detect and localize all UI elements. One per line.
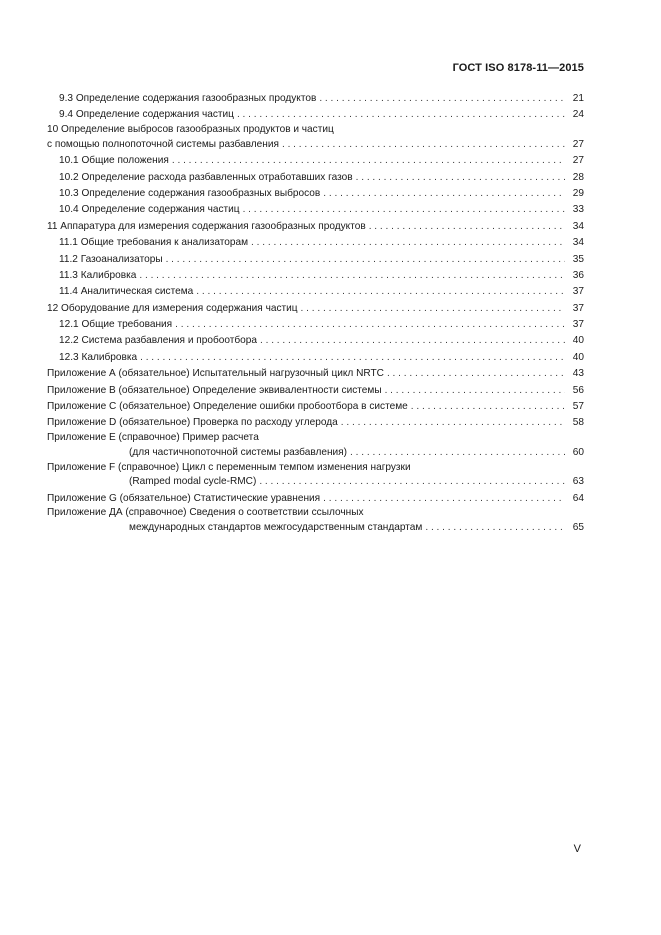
leader-dots [369,219,565,235]
toc-page-number: 43 [572,368,584,380]
leader-dots [319,91,565,107]
toc-entry-10-4[interactable] [47,202,584,218]
toc-entry-10-1[interactable] [47,153,584,169]
table-of-contents [47,91,584,536]
toc-page-number: 37 [572,286,584,298]
leader-dots [166,252,565,268]
toc-page-number: 24 [572,109,584,121]
toc-entry-9-3[interactable] [47,91,584,107]
leader-dots [196,284,565,300]
leader-dots [260,333,565,349]
leader-dots [356,170,565,186]
toc-entry-appendix-c[interactable] [47,399,584,415]
toc-entry-title: Приложение С (обязательное) Определение ошибки пробоотбора в системе [47,401,408,413]
toc-page-number: 58 [572,417,584,429]
toc-entry-title: Приложение Е (справочное) Пример расчета [47,432,259,444]
toc-entry-title: 10.1 Общие положения [59,155,169,167]
leader-dots [385,383,565,399]
toc-page-number: 37 [572,319,584,331]
leader-dots [301,301,565,317]
toc-page-number: 28 [572,171,584,183]
leader-dots [139,268,565,284]
toc-entry-title: 12.1 Общие требования [59,319,173,331]
page-number: V [573,843,581,855]
leader-dots [172,153,565,169]
toc-entry-appendix-f[interactable] [47,462,584,491]
toc-page-number: 56 [572,384,584,396]
toc-page-number: 60 [572,446,584,458]
toc-entry-appendix-b[interactable] [47,383,584,399]
toc-entry-title: 10.3 Определение содержания газообразных выбросов [59,187,321,199]
toc-entry-title: 11.4 Аналитическая система [59,286,194,298]
toc-entry-11-3[interactable] [47,268,584,284]
toc-entry-title: 12.2 Система разбавления и пробоотбора [59,335,257,347]
toc-entry-11-2[interactable] [47,252,584,268]
toc-page-number: 27 [572,155,584,167]
toc-entry-appendix-d[interactable] [47,415,584,431]
toc-page-number: 27 [572,138,584,150]
toc-page-number: 35 [572,253,584,265]
toc-entry-12-2[interactable] [47,333,584,349]
toc-entry-title: 11.3 Калибровка [59,269,137,281]
leader-dots [175,317,565,333]
toc-entry-appendix-a[interactable] [47,366,584,382]
toc-entry-title: Приложение D (обязательное) Проверка по расходу углерода [47,417,338,429]
toc-entry-appendix-e[interactable] [47,432,584,461]
leader-dots [411,399,565,415]
toc-entry-title-continued: с помощью полнопоточной системы разбавления [47,138,279,150]
toc-entry-title: 10.4 Определение содержания частиц [59,204,240,216]
toc-entry-12[interactable] [47,301,584,317]
toc-entry-title: 9.3 Определение содержания газообразных продуктов [59,93,317,104]
leader-dots [251,235,565,251]
toc-entry-9-4[interactable] [47,107,584,123]
leader-dots [425,520,565,536]
toc-page-number: 40 [572,351,584,363]
toc-entry-title-continued: (для частичнопоточной системы разбавления) [129,446,348,458]
document-header: ГОСТ ISO 8178-11—2015 [452,62,584,74]
leader-dots [282,137,565,153]
toc-entry-title: 12 Оборудование для измерения содержания частиц [47,302,298,314]
leader-dots [237,107,565,123]
toc-entry-title: 9.4 Определение содержания частиц [59,109,234,121]
leader-dots [323,491,565,507]
toc-page-number: 34 [572,220,584,232]
toc-page-number: 40 [572,335,584,347]
toc-entry-title: Приложение А (обязательное) Испытательный нагрузочный цикл NRTC [47,368,384,380]
leader-dots [259,474,565,490]
toc-entry-10-3[interactable] [47,186,584,202]
toc-entry-12-1[interactable] [47,317,584,333]
toc-entry-12-3[interactable] [47,350,584,366]
toc-page-number: 33 [572,204,584,216]
toc-page-number: 21 [572,93,584,104]
toc-entry-title-continued: международных стандартов межгосударственным стандартам [129,521,423,533]
toc-entry-title: 10.2 Определение расхода разбавленных отработавших газов [59,171,353,183]
toc-entry-appendix-da[interactable] [47,507,584,536]
leader-dots [140,350,565,366]
leader-dots [341,415,565,431]
toc-entry-title: 11.2 Газоанализаторы [59,253,163,265]
toc-page-number: 29 [572,187,584,199]
toc-page-number: 57 [572,401,584,413]
toc-entry-title: 11 Аппаратура для измерения содержания газообразных продуктов [47,220,366,232]
toc-entry-11-4[interactable] [47,284,584,300]
toc-entry-title: Приложение ДА (справочное) Сведения о соответствии ссылочных [47,507,364,519]
toc-page-number: 37 [572,302,584,314]
toc-entry-10[interactable] [47,124,584,153]
leader-dots [323,186,565,202]
toc-page-number: 36 [572,269,584,281]
leader-dots [350,445,565,461]
toc-entry-11[interactable] [47,219,584,235]
toc-entry-title: 12.3 Калибровка [59,351,138,363]
leader-dots [387,366,565,382]
toc-page-number: 63 [572,476,584,488]
toc-entry-11-1[interactable] [47,235,584,251]
leader-dots [243,202,565,218]
toc-entry-appendix-g[interactable] [47,491,584,507]
toc-entry-title: Приложение G (обязательное) Статистические уравнения [47,492,321,504]
toc-page-number: 34 [572,237,584,249]
toc-entry-title-continued: (Ramped modal cycle-RMC) [129,476,257,488]
toc-page-number: 65 [572,521,584,533]
toc-entry-title: Приложение F (справочное) Цикл с переменным темпом изменения нагрузки [47,461,411,473]
toc-entry-10-2[interactable] [47,170,584,186]
toc-page-number: 64 [572,492,584,504]
toc-entry-title: Приложение В (обязательное) Определение эквивалентности системы [47,384,382,396]
toc-entry-title: 10 Определение выбросов газообразных продуктов и частиц [47,124,334,136]
toc-entry-title: 11.1 Общие требования к анализаторам [59,237,249,249]
